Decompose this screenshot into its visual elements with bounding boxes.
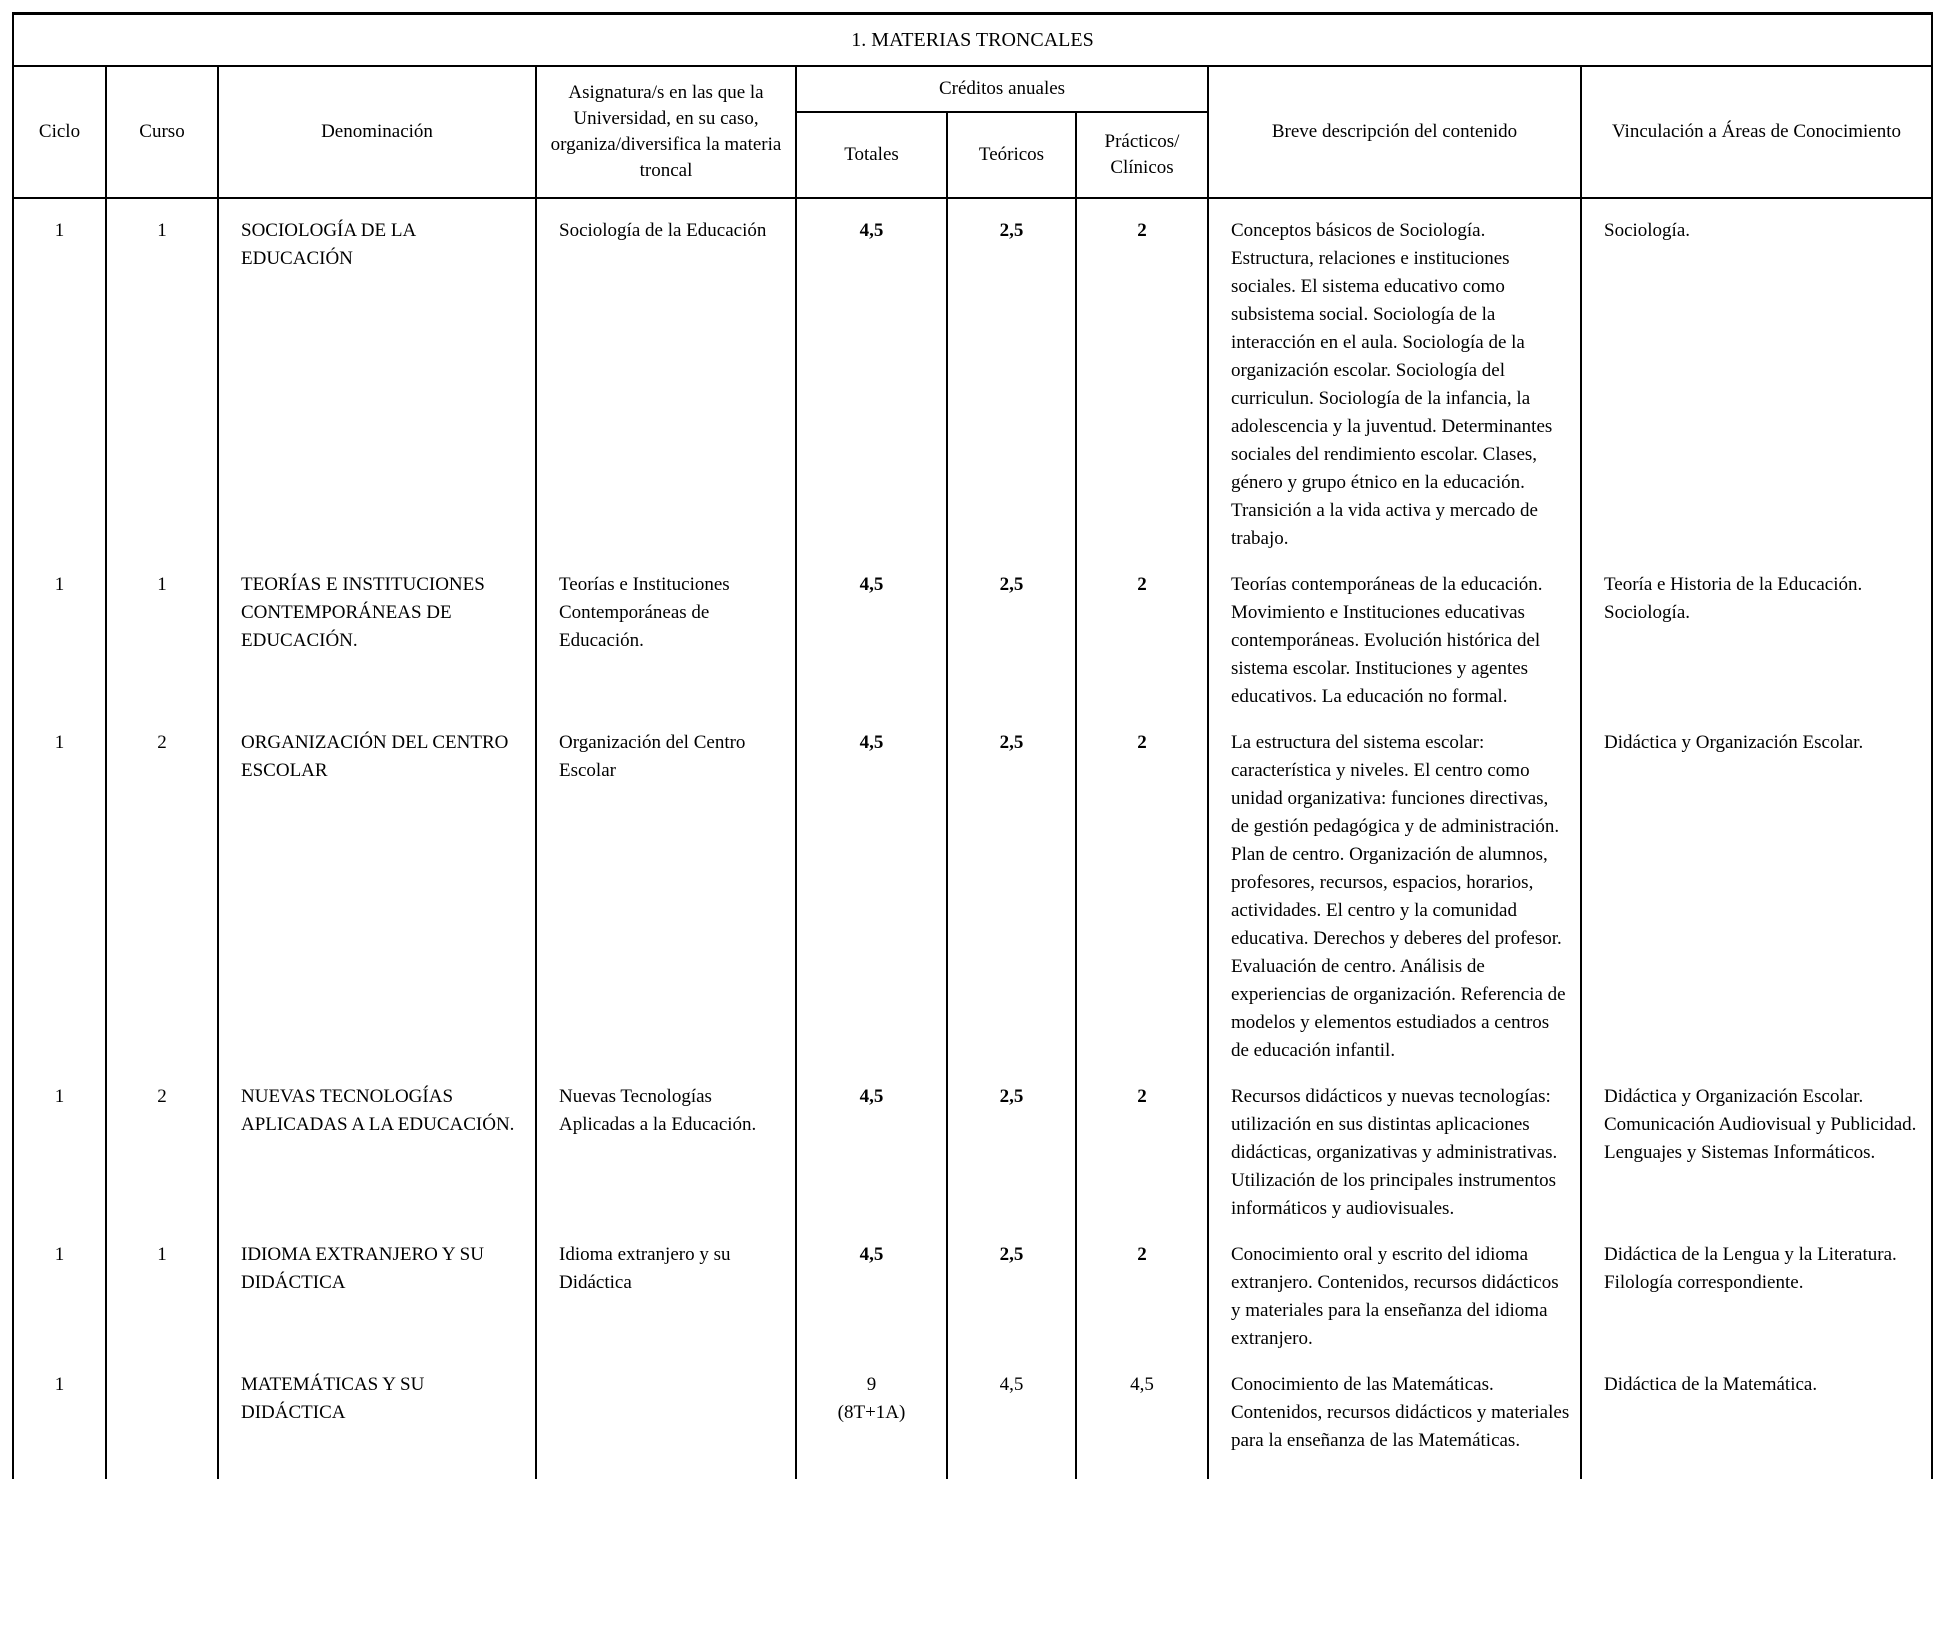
table-row: [13, 729, 1932, 1083]
curso-cell: 1: [106, 198, 218, 571]
header-ciclo: Ciclo: [13, 66, 106, 198]
curso-cell: 2: [106, 1083, 218, 1241]
asignatura-cell: Organización del Centro Escolar: [536, 729, 796, 1083]
area-line: Lenguajes y Sistemas Informáticos.: [1604, 1142, 1876, 1163]
ciclo-cell: 1: [13, 1083, 106, 1241]
area-line: Comunicación Audiovisual y Publicidad.: [1604, 1114, 1917, 1135]
area-line: Didáctica de la Lengua y la Literatura.: [1604, 1244, 1897, 1265]
ciclo-cell: 1: [13, 198, 106, 571]
denominacion-cell: MATEMÁTICAS Y SU DIDÁCTICA: [218, 1371, 536, 1479]
materias-troncales-table: [12, 12, 1933, 1479]
vinculacion-cell: Teoría e Historia de la Educación. Sociología.: [1581, 571, 1932, 729]
vinculacion-cell: Sociología.: [1581, 198, 1932, 571]
header-teoricos: Teóricos: [947, 112, 1076, 198]
descripcion-cell: Conceptos básicos de Sociología. Estructura, relaciones e instituciones sociales. El sistema educativo como subsistema social. Sociología de la interacción en el aula. Sociología de la organización escolar. Sociología del curriculun. Sociología de la infancia, la adolescencia y la juventud. Determinantes sociales del rendimiento escolar. Clases, género y grupo étnico en la educación. Transición a la vida activa y mercado de trabajo.: [1208, 198, 1581, 571]
header-curso: Curso: [106, 66, 218, 198]
totales-cell: [796, 1371, 947, 1479]
practicos-cell: 2: [1076, 729, 1208, 1083]
descripcion-cell: Teorías contemporáneas de la educación. Movimiento e Instituciones educativas contemporáneas. Evolución histórica del sistema escolar. Instituciones y agentes educativos. La educación no formal.: [1208, 571, 1581, 729]
curso-cell: [106, 1371, 218, 1479]
table-row: [13, 1371, 1932, 1479]
descripcion-cell: Conocimiento de las Matemáticas. Contenidos, recursos didácticos y materiales para la enseñanza de las Matemáticas.: [1208, 1371, 1581, 1479]
denominacion-cell: ORGANIZACIÓN DEL CENTRO ESCOLAR: [218, 729, 536, 1083]
denominacion-cell: TEORÍAS E INSTITUCIONES CONTEMPORÁNEAS DE EDUCACIÓN.: [218, 571, 536, 729]
table-row: [13, 1083, 1932, 1241]
denominacion-cell: IDIOMA EXTRANJERO Y SU DIDÁCTICA: [218, 1241, 536, 1371]
curso-cell: 2: [106, 729, 218, 1083]
descripcion-cell: Conocimiento oral y escrito del idioma extranjero. Contenidos, recursos didácticos y materiales para la enseñanza del idioma extranjero.: [1208, 1241, 1581, 1371]
practicos-cell: 2: [1076, 1241, 1208, 1371]
asignatura-cell: Teorías e Instituciones Contemporáneas de Educación.: [536, 571, 796, 729]
teoricos-cell: 2,5: [947, 1083, 1076, 1241]
asignatura-cell: [536, 1371, 796, 1479]
practicos-cell: 2: [1076, 571, 1208, 729]
ciclo-cell: 1: [13, 1371, 106, 1479]
header-asignaturas: Asignatura/s en las que la Universidad, en su caso, organiza/diversifica la materia troncal: [536, 66, 796, 198]
teoricos-cell: 2,5: [947, 729, 1076, 1083]
totales-cell: 4,5: [796, 1083, 947, 1241]
header-vinculacion: Vinculación a Áreas de Conocimiento: [1581, 66, 1932, 198]
ciclo-cell: 1: [13, 729, 106, 1083]
denominacion-cell: SOCIOLOGÍA DE LA EDUCACIÓN: [218, 198, 536, 571]
totales-cell: 4,5: [796, 1241, 947, 1371]
teoricos-cell: 2,5: [947, 198, 1076, 571]
totales-cell: 4,5: [796, 571, 947, 729]
vinculacion-cell: [1581, 1241, 1932, 1371]
ciclo-cell: 1: [13, 1241, 106, 1371]
header-descripcion: Breve descripción del contenido: [1208, 66, 1581, 198]
table-row: [13, 571, 1932, 729]
table-row: [13, 1241, 1932, 1371]
header-totales: Totales: [796, 112, 947, 198]
practicos-cell: 2: [1076, 198, 1208, 571]
teoricos-cell: 4,5: [947, 1371, 1076, 1479]
table-title: 1. MATERIAS TRONCALES: [13, 14, 1932, 67]
curso-cell: 1: [106, 1241, 218, 1371]
totales-note: (8T+1A): [837, 1402, 906, 1423]
vinculacion-cell: [1581, 1083, 1932, 1241]
practicos-cell: 2: [1076, 1083, 1208, 1241]
teoricos-cell: 2,5: [947, 571, 1076, 729]
ciclo-cell: 1: [13, 571, 106, 729]
header-denominacion: Denominación: [218, 66, 536, 198]
curso-cell: 1: [106, 571, 218, 729]
totales-value: 9: [866, 1374, 877, 1395]
teoricos-cell: 2,5: [947, 1241, 1076, 1371]
table-row: [13, 198, 1932, 571]
asignatura-cell: Idioma extranjero y su Didáctica: [536, 1241, 796, 1371]
totales-cell: 4,5: [796, 198, 947, 571]
descripcion-cell: La estructura del sistema escolar: característica y niveles. El centro como unidad organizativa: funciones directivas, de gestión pedagógica y de administración. Plan de centro. Organización de alumnos, profesores, recursos, espacios, horarios, actividades. El centro y la comunidad educativa. Derechos y deberes del profesor. Evaluación de centro. Análisis de experiencias de organización. Referencia de modelos y elementos estudiados a centros de educación infantil.: [1208, 729, 1581, 1083]
denominacion-cell: NUEVAS TECNOLOGÍAS APLICADAS A LA EDUCACIÓN.: [218, 1083, 536, 1241]
header-practicos: Prácticos/ Clínicos: [1076, 112, 1208, 198]
asignatura-cell: Sociología de la Educación: [536, 198, 796, 571]
header-creditos-anuales: Créditos anuales: [796, 66, 1208, 112]
asignatura-cell: Nuevas Tecnologías Aplicadas a la Educación.: [536, 1083, 796, 1241]
descripcion-cell: Recursos didácticos y nuevas tecnologías: utilización en sus distintas aplicaciones didácticas, organizativas y administrativas. Utilización de los principales instrumentos informáticos y audiovisuales.: [1208, 1083, 1581, 1241]
vinculacion-cell: Didáctica y Organización Escolar.: [1581, 729, 1932, 1083]
totales-cell: 4,5: [796, 729, 947, 1083]
vinculacion-cell: Didáctica de la Matemática.: [1581, 1371, 1932, 1479]
area-line: Filología correspondiente.: [1604, 1272, 1804, 1293]
area-line: Didáctica y Organización Escolar.: [1604, 1086, 1864, 1107]
practicos-cell: 4,5: [1076, 1371, 1208, 1479]
